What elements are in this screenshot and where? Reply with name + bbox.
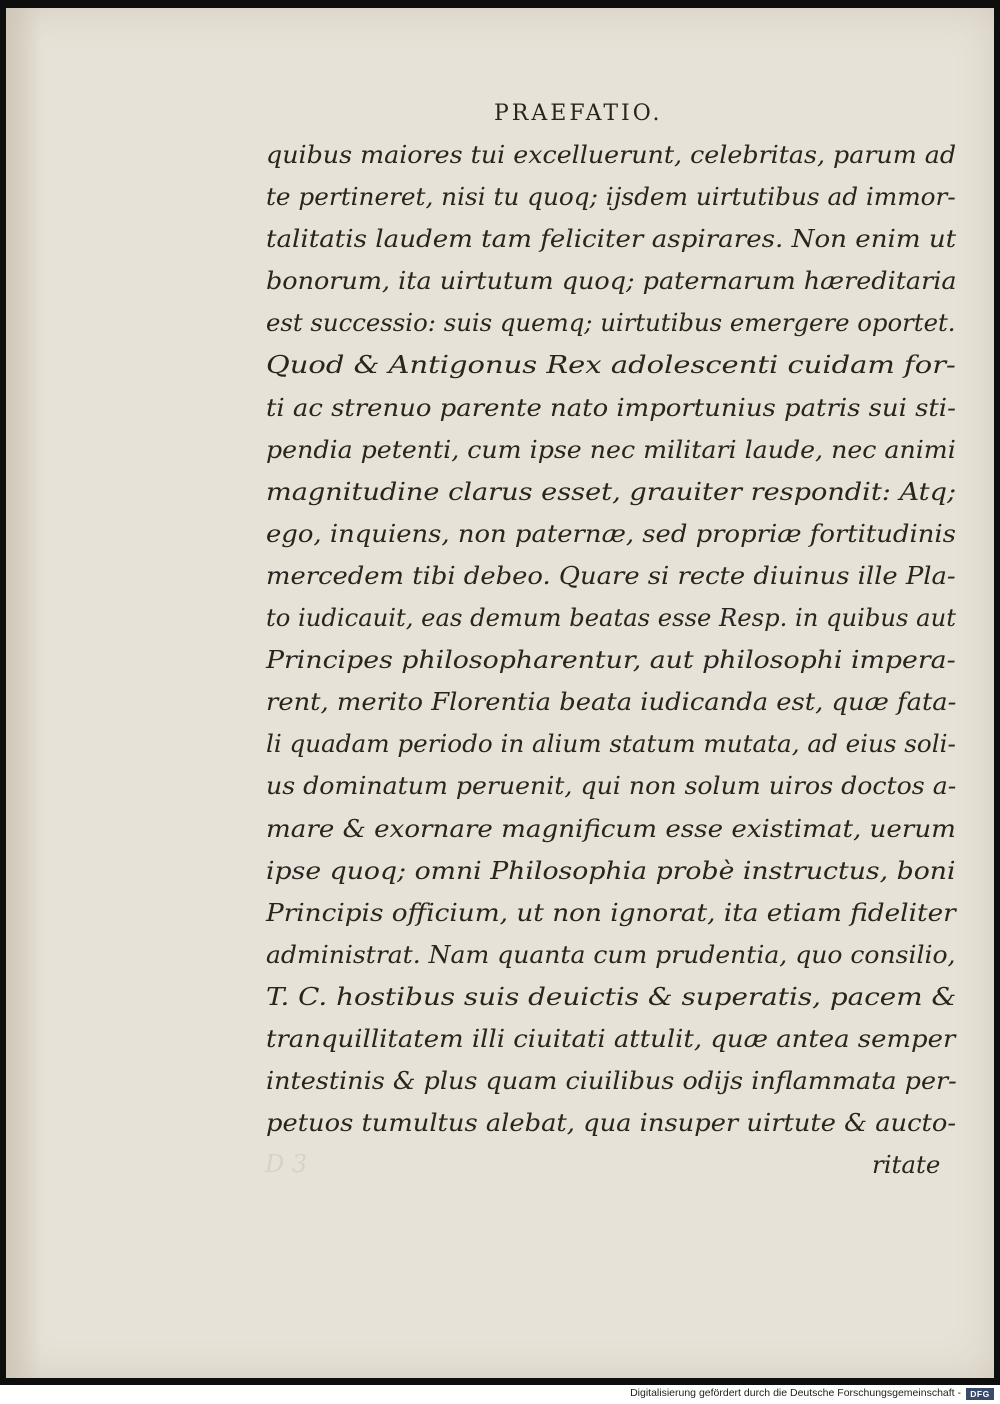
text-line: magnitudine clarus esset, grauiter respondit: Atq; — [266, 476, 957, 506]
text-line: mercedem tibi debeo. Quare si recte diuinus ille Pla- — [266, 560, 956, 590]
text-line: administrat. Nam quanta cum prudentia, quo consilio, — [266, 939, 956, 969]
text-line: to iudicauit, eas demum beatas esse Resp. in quibus aut — [266, 603, 956, 633]
catchword: ritate — [872, 1150, 941, 1179]
text-line: Principis officium, ut non ignorat, ita etiam fideliter — [266, 897, 956, 927]
text-line: quibus maiores tui excelluerunt, celebritas, parum ad — [266, 140, 957, 169]
text-line: te pertineret, nisi tu quoq; ijsdem uirtutibus ad immor- — [266, 182, 956, 212]
text-line: us dominatum peruenit, qui non solum uiros doctos a- — [266, 771, 957, 801]
text-line: li quadam periodo in alium statum mutata, ad eius soli- — [266, 729, 956, 759]
text-line: T. C. hostibus suis deuictis & superatis, pacem & — [266, 981, 957, 1011]
body-text — [266, 134, 956, 1144]
footer-bar — [0, 1385, 1000, 1404]
text-line: ego, inquiens, non paternæ, sed propriæ fortitudinis — [266, 518, 956, 548]
text-line: ti ac strenuo parente nato importunius patris sui sti- — [266, 392, 956, 422]
text-line: Quod & Antigonus Rex adolescenti cuidam for- — [266, 350, 956, 380]
text-line: Principes philosopharentur, aut philosophi impera- — [266, 645, 956, 675]
text-line: est successio: suis quemq; uirtutibus emergere oportet. — [266, 308, 956, 338]
text-line: ipse quoq; omni Philosophia probè instructus, boni — [266, 855, 956, 885]
text-line: pendia petenti, cum ipse nec militari laude, nec animi — [266, 434, 956, 464]
text-line: intestinis & plus quam ciuilibus odijs inflammata per- — [266, 1066, 957, 1096]
text-line: talitatis laudem tam feliciter aspirares. Non enim ut — [266, 224, 957, 254]
funding-credit: Digitalisierung gefördert durch die Deutsche Forschungsgemeinschaft - — [630, 1387, 961, 1399]
text-line: rent, merito Florentia beata iudicanda est, quæ fata- — [266, 687, 957, 717]
running-head: PRAEFATIO. — [494, 101, 663, 126]
text-line: petuos tumultus alebat, qua insuper uirtute & aucto- — [266, 1108, 957, 1138]
text-line: tranquillitatem illi ciuitati attulit, quæ antea semper — [266, 1023, 956, 1053]
page-gutter-shadow — [6, 8, 42, 1378]
dfg-logo: DFG — [966, 1388, 994, 1400]
signature-mark-bleedthrough: D 3 — [265, 1150, 308, 1178]
text-line: mare & exornare magnificum esse existimat, uerum — [266, 813, 956, 843]
text-line: bonorum, ita uirtutum quoq; paternarum hæreditaria — [266, 266, 957, 296]
